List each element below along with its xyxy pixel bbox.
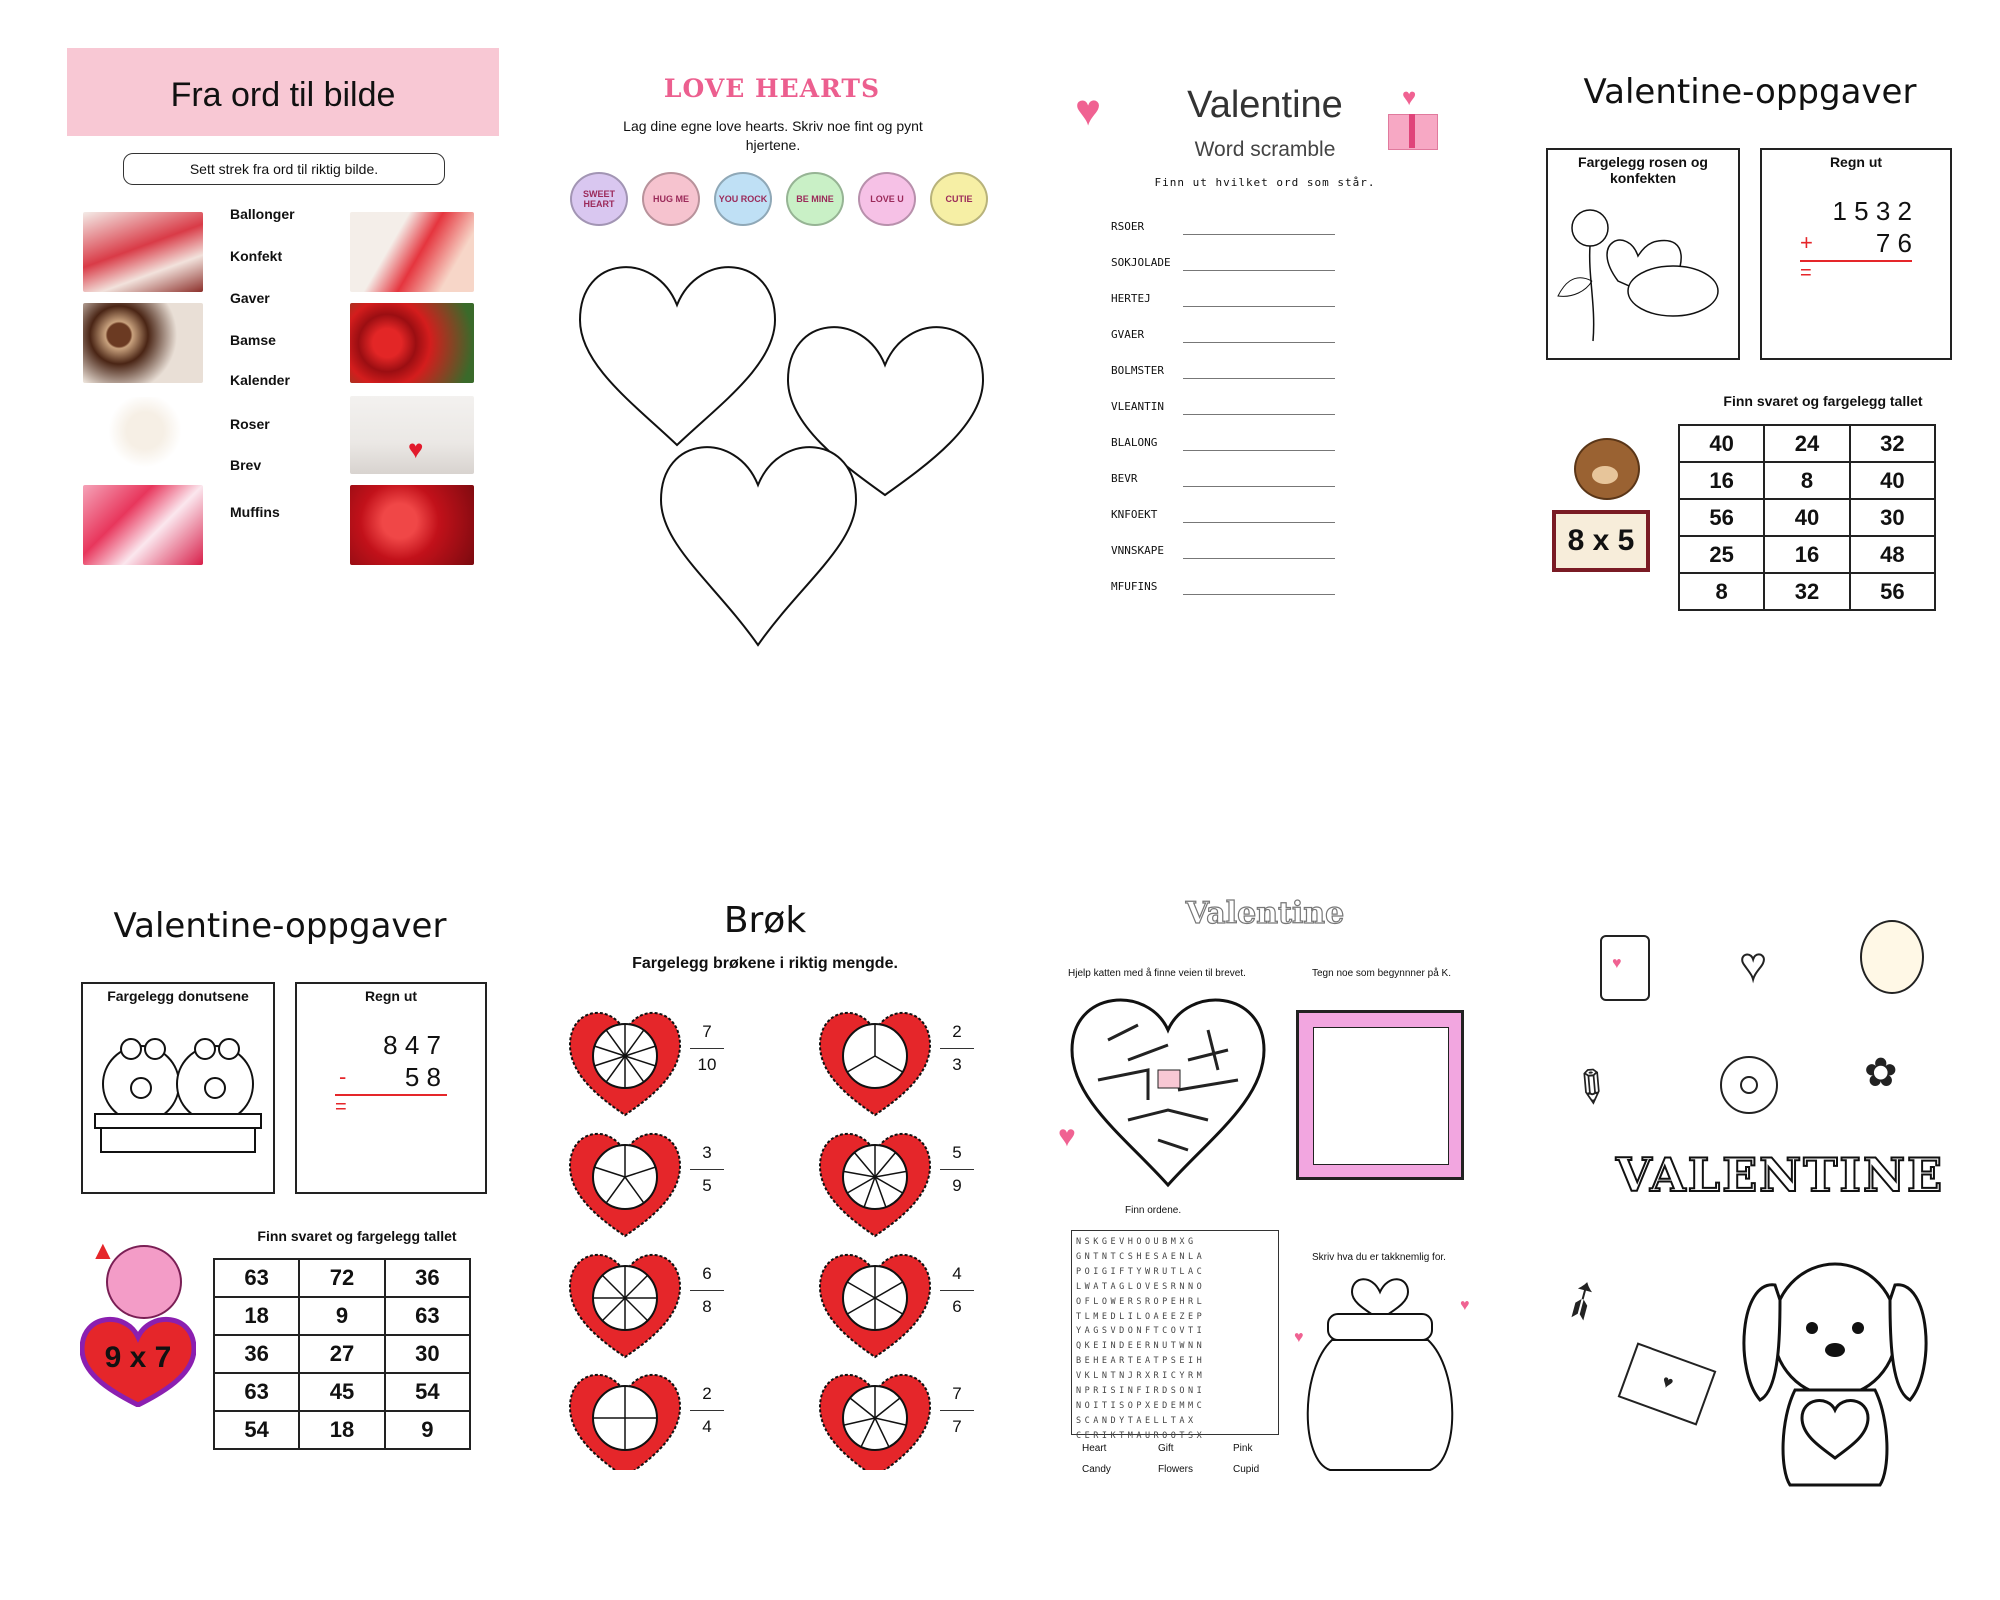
task-card (1552, 510, 1650, 572)
word-bamse: Bamse (230, 332, 276, 348)
ws-row: OFLOWERSROPEHRL (1076, 1296, 1206, 1307)
scramble-word: RSOER (1111, 220, 1145, 233)
scramble-word: BLALONG (1111, 436, 1158, 449)
drawing-frame[interactable] (1296, 1010, 1464, 1180)
p2-instruction: Lag dine egne love hearts. Skriv noe fint og pynt hjertene. (623, 118, 923, 153)
answer-line[interactable] (1183, 342, 1335, 343)
task-heart (80, 1315, 196, 1407)
gratitude-jar[interactable] (1290, 1270, 1480, 1480)
fraction-label: 3 5 (690, 1143, 724, 1196)
fraction-label: 2 3 (940, 1022, 974, 1075)
grid-cell[interactable]: 63 (214, 1259, 299, 1297)
task-text: 8 x 5 (1567, 524, 1635, 557)
letter-photo (350, 212, 474, 292)
find-instruction: Finn ordene. (1125, 1205, 1182, 1216)
grid-cell[interactable]: 8 (1764, 462, 1849, 499)
grid-cell[interactable]: 40 (1679, 425, 1764, 462)
calc-box-label: Regn ut (364, 988, 418, 1004)
arrow-icon: ➶ (1548, 1263, 1616, 1337)
scramble-word: MFUFINS (1111, 580, 1158, 593)
grid-cell[interactable]: 30 (385, 1335, 470, 1373)
word-konfekt: Konfekt (230, 248, 283, 264)
scramble-word: BEVR (1111, 472, 1138, 485)
rose-icon: ✿ (1864, 1051, 1898, 1095)
grid-cell[interactable]: 48 (1850, 536, 1935, 573)
word-muffins: Muffins (230, 504, 280, 520)
ws-row: YAGSVDONFTCOVTI (1076, 1326, 1206, 1337)
p2-title: LOVE HEARTS (663, 74, 881, 103)
color-box-label: Fargelegg rosen og konfekten (1578, 154, 1708, 186)
fraction-label: 4 6 (940, 1264, 974, 1317)
search-word: Cupid (1233, 1464, 1260, 1475)
word-search-grid[interactable] (1071, 1230, 1279, 1441)
fraction-heart[interactable] (820, 1134, 930, 1236)
task-text: 9 x 7 (104, 1341, 172, 1374)
word-roser: Roser (230, 416, 270, 432)
scramble-word: KNFOEKT (1111, 508, 1158, 521)
grid-cell[interactable]: 16 (1764, 536, 1849, 573)
calendar-photo (350, 396, 474, 474)
fraction-heart[interactable] (820, 1255, 930, 1357)
candy-heart-5: LOVE U (858, 172, 916, 226)
grid-cell[interactable]: 56 (1679, 499, 1764, 536)
ws-row: QKEINDEERNUTWNN (1076, 1341, 1206, 1352)
grid-cell[interactable]: 8 (1679, 573, 1764, 610)
roses-photo (350, 303, 474, 383)
calc-bottom-number: 5 8 (404, 1062, 441, 1092)
fraction-heart[interactable] (570, 1255, 680, 1357)
envelope-icon: ♥ (1618, 1342, 1717, 1425)
gift-icon: ♥ (1382, 84, 1442, 150)
grid-cell[interactable]: 9 (299, 1297, 384, 1335)
search-word: Candy (1082, 1464, 1111, 1475)
p4-grid-title: Finn svaret og fargelegg tallet (1723, 393, 1923, 409)
grid-cell[interactable]: 72 (299, 1259, 384, 1297)
grid-cell[interactable]: 36 (385, 1259, 470, 1297)
svg-text:♥: ♥ (1294, 1329, 1304, 1346)
fraction-heart[interactable] (570, 1375, 680, 1470)
ws-row: CERIKTMAUROOTSX (1076, 1430, 1206, 1441)
color-box-label: Fargelegg donutsene (107, 988, 249, 1004)
word-brev: Brev (230, 457, 262, 473)
grid-cell[interactable]: 27 (299, 1335, 384, 1373)
answer-line[interactable] (1183, 486, 1335, 487)
blank-heart-1 (580, 267, 775, 445)
grid-cell[interactable]: 63 (385, 1297, 470, 1335)
grid-cell[interactable]: 56 (1850, 573, 1935, 610)
grid-cell[interactable]: 24 (1764, 425, 1849, 462)
answer-area[interactable] (1822, 268, 1912, 298)
p4-title: Valentine-oppgaver (1583, 72, 1917, 112)
grid-cell[interactable]: 32 (1764, 573, 1849, 610)
cat-icon: ♥ (1058, 1120, 1076, 1153)
p3-instruction: Finn ut hvilket ord som står. (1154, 176, 1376, 189)
candy-heart-3: YOU ROCK (714, 172, 772, 226)
candy-heart-4: BE MINE (786, 172, 844, 226)
answer-line[interactable] (1183, 414, 1335, 415)
answer-line[interactable] (1183, 594, 1335, 595)
candy-heart-6: CUTIE (930, 172, 988, 226)
p5-grid-title: Finn svaret og fargelegg tallet (257, 1228, 457, 1244)
word-gaver: Gaver (230, 290, 270, 306)
grid-cell[interactable]: 40 (1764, 499, 1849, 536)
blank-hearts (575, 255, 995, 655)
calc-line (1800, 260, 1912, 262)
fraction-label: 5 9 (940, 1143, 974, 1196)
color-box (81, 982, 275, 1194)
bee-icon (1860, 920, 1924, 994)
scramble-word: GVAER (1111, 328, 1145, 341)
grid-cell[interactable]: 32 (1850, 425, 1935, 462)
chocolates-photo (83, 303, 203, 383)
rose-and-chocolates-drawing (1548, 186, 1738, 346)
blank-heart-3 (661, 447, 856, 645)
grid-cell[interactable]: 25 (1679, 536, 1764, 573)
draw-instruction: Tegn noe som begynnner på K. (1312, 968, 1451, 979)
scramble-word: SOKJOLADE (1111, 256, 1171, 269)
ws-row: NPRISINFIRDSONI (1076, 1386, 1206, 1397)
donuts-drawing (83, 1004, 273, 1174)
p7-title: Valentine (1185, 896, 1345, 931)
answer-line[interactable] (1183, 234, 1335, 235)
heart-icon: ♥ (1740, 940, 1767, 989)
muffins-photo (83, 212, 203, 292)
ws-row: GNTNTCSHESAENLA (1076, 1251, 1206, 1262)
dino-icon: ▲ 9 x 7 (80, 1235, 200, 1425)
p5-title: Valentine-oppgaver (113, 906, 447, 946)
ws-row: LWATAGLOVESRNNO (1076, 1281, 1206, 1292)
ws-row: SCANDYTAELLTAX (1076, 1415, 1197, 1426)
answer-line[interactable] (1183, 450, 1335, 451)
scramble-word: BOLMSTER (1111, 364, 1164, 377)
p3-title: Valentine (1187, 84, 1343, 126)
p6-title: Brøk (723, 900, 807, 941)
puppy-icon (1740, 1240, 1930, 1490)
grid-cell[interactable]: 45 (299, 1373, 384, 1411)
jar-instruction: Skriv hva du er takknemlig for. (1312, 1252, 1446, 1263)
ws-row: BEHEARTEATPSEIH (1076, 1356, 1206, 1367)
calc-operator: - (339, 1064, 347, 1089)
scramble-word: VLEANTIN (1111, 400, 1164, 413)
search-word: Flowers (1158, 1464, 1194, 1475)
search-word: Gift (1158, 1443, 1174, 1454)
fraction-label: 6 8 (690, 1264, 724, 1317)
grid-cell[interactable]: 16 (1679, 462, 1764, 499)
maze-instruction: Hjelp katten med å finne veien til brevet. (1068, 968, 1246, 979)
candy-heart-2: HUG ME (642, 172, 700, 226)
grid-cell[interactable]: 9 (385, 1411, 470, 1449)
answer-grid (1678, 424, 1936, 611)
grid-cell[interactable]: 36 (214, 1335, 299, 1373)
fraction-hearts (565, 1000, 945, 1470)
ws-row: VKLNTNJRXRICYRM (1076, 1371, 1206, 1382)
fraction-heart[interactable] (570, 1134, 680, 1236)
grid-cell[interactable]: 54 (385, 1373, 470, 1411)
search-word: Heart (1082, 1443, 1107, 1454)
answer-line[interactable] (1183, 270, 1335, 271)
ws-row: NSKGEVHOOUBMXG (1076, 1237, 1197, 1247)
answer-line[interactable] (1183, 522, 1335, 523)
answer-line[interactable] (1183, 378, 1335, 379)
grid-cell[interactable]: 40 (1850, 462, 1935, 499)
grid-cell[interactable]: 30 (1850, 499, 1935, 536)
gifts-photo (83, 485, 203, 565)
calc-bottom-number: 7 6 (1875, 228, 1912, 258)
grid-cell[interactable]: 54 (214, 1411, 299, 1449)
fraction-label: 2 4 (690, 1384, 724, 1437)
calc-box-label: Regn ut (1829, 154, 1883, 170)
heart-maze[interactable] (1068, 990, 1268, 1190)
fraction-label: 7 10 (690, 1022, 724, 1075)
fraction-heart[interactable] (570, 1013, 680, 1115)
p1-title: Fra ord til bilde (170, 76, 396, 114)
teddy-photo (100, 397, 190, 472)
flying-heart-icon: ♥ (1075, 86, 1102, 135)
calc-equals: = (1800, 262, 1812, 284)
ws-row: POIGIFTYWRUTLAC (1076, 1266, 1206, 1277)
calc-top-number: 8 4 7 (383, 1030, 441, 1060)
search-word: Pink (1233, 1443, 1253, 1454)
p1-instruction: Sett strek fra ord til riktig bilde. (123, 153, 445, 185)
word-kalender: Kalender (230, 372, 290, 388)
ws-row: TLMEDLILOAEEZEP (1076, 1311, 1206, 1322)
bear-cupid-icon (1550, 438, 1660, 578)
p8-title: VALENTINE (1615, 1148, 1945, 1202)
fraction-heart[interactable] (820, 1013, 930, 1115)
scramble-word: HERTEJ (1111, 292, 1151, 305)
scramble-word: VNNSKAPE (1111, 544, 1164, 557)
balloons-photo (350, 485, 474, 565)
ws-row: NOITISOPXEDEMMC (1076, 1400, 1206, 1411)
calc-operator: + (1800, 230, 1813, 255)
answer-line[interactable] (1183, 558, 1335, 559)
pencil-icon: ✎ (1560, 1056, 1621, 1119)
coffee-cup-icon: ♥ (1600, 935, 1650, 1001)
answer-area[interactable] (357, 1102, 447, 1132)
calc-line (335, 1094, 447, 1096)
calc-equals: = (335, 1096, 347, 1118)
svg-text:♥: ♥ (1460, 1297, 1470, 1314)
p3-subtitle: Word scramble (1194, 138, 1336, 161)
p6-instruction: Fargelegg brøkene i riktig mengde. (632, 955, 898, 972)
calc-box (1760, 148, 1952, 360)
calc-box (295, 982, 487, 1194)
donut-icon (1720, 1056, 1778, 1114)
answer-grid (213, 1258, 471, 1450)
grid-cell[interactable]: 18 (299, 1411, 384, 1449)
word-ballonger: Ballonger (230, 206, 295, 222)
fraction-heart[interactable] (820, 1375, 930, 1470)
calc-top-number: 1 5 3 2 (1832, 196, 1912, 226)
fraction-label: 7 7 (940, 1384, 974, 1437)
color-box (1546, 148, 1740, 360)
answer-line[interactable] (1183, 306, 1335, 307)
drawing-area[interactable] (1313, 1027, 1449, 1165)
grid-cell[interactable]: 63 (214, 1373, 299, 1411)
calendar-heart-icon: ♥ (408, 434, 424, 464)
candy-heart-1: SWEET HEART (570, 172, 628, 226)
grid-cell[interactable]: 18 (214, 1297, 299, 1335)
